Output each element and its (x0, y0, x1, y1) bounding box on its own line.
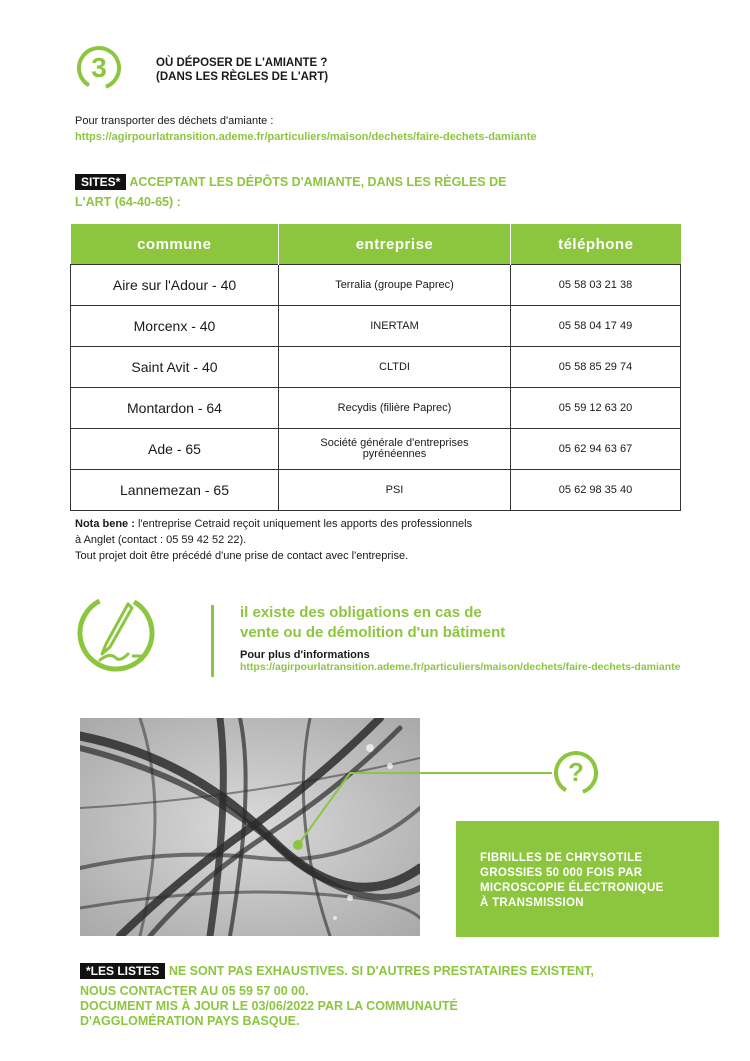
obligations-line-1: il existe des obligations en cas de (240, 604, 482, 621)
nota-text-1: l'entreprise Cetraid reçoit uniquement les apports des professionnels (134, 518, 473, 530)
footer-line-3: DOCUMENT MIS À JOUR LE 03/06/2022 PAR LA COMMUNAUTÉ (80, 999, 458, 1013)
caption-line-2: GROSSIES 50 000 FOIS PAR (480, 867, 643, 879)
question-mark: ? (568, 757, 584, 787)
cell-entreprise: Recydis (filière Paprec) (279, 388, 511, 429)
caption-line-3: MICROSCOPIE ÉLECTRONIQUE (480, 882, 664, 894)
question-badge (553, 750, 599, 796)
cell-commune: Lannemezan - 65 (71, 470, 279, 511)
cell-telephone: 05 58 04 17 49 (511, 306, 681, 347)
table-row (71, 265, 681, 306)
footer-line-4: D'AGGLOMÉRATION PAYS BASQUE. (80, 1014, 300, 1028)
obligations-block (240, 603, 681, 673)
section-title-line1: OÙ DÉPOSER DE L'AMIANTE ? (156, 57, 328, 69)
caption-line-4: À TRANSMISSION (480, 897, 584, 909)
table-row (71, 306, 681, 347)
cell-commune: Montardon - 64 (71, 388, 279, 429)
header-telephone: téléphone (511, 224, 681, 265)
fiber-caption-box (456, 821, 719, 937)
table-row (71, 388, 681, 429)
cell-entreprise: INERTAM (279, 306, 511, 347)
table-row (71, 347, 681, 388)
header-entreprise: entreprise (279, 224, 511, 265)
cell-telephone: 05 62 98 35 40 (511, 470, 681, 511)
nota-bene (75, 516, 472, 564)
cell-entreprise: CLTDI (279, 347, 511, 388)
pen-signature-icon (72, 592, 164, 674)
cell-telephone: 05 58 85 29 74 (511, 347, 681, 388)
sites-heading-text-2: L'ART (64-40-65) : (75, 195, 181, 209)
cell-entreprise: PSI (279, 470, 511, 511)
cell-telephone: 05 62 94 63 67 (511, 429, 681, 470)
sites-table (70, 224, 681, 511)
nota-text-3: Tout projet doit être précédé d'une prise de contact avec l'entreprise. (75, 550, 409, 562)
more-info-link[interactable]: https://agirpourlatransition.ademe.fr/particuliers/maison/dechets/faire-dechets-damiante (240, 661, 681, 673)
cell-entreprise: Société générale d'entreprises pyrénéennes (279, 429, 511, 470)
cell-telephone: 05 58 03 21 38 (511, 265, 681, 306)
cell-entreprise: Terralia (groupe Paprec) (279, 265, 511, 306)
step-number: 3 (91, 52, 107, 83)
obligations-line-2: vente ou de démolition d'un bâtiment (240, 624, 506, 641)
section-title-line2: (DANS LES RÈGLES DE L'ART) (156, 71, 329, 83)
caption-line-1: FIBRILLES DE CHRYSOTILE (480, 852, 643, 864)
nota-text-2: à Anglet (contact : 05 59 42 52 22). (75, 534, 247, 546)
cell-telephone: 05 59 12 63 20 (511, 388, 681, 429)
footer-badge: *LES LISTES (80, 963, 165, 979)
transport-link[interactable]: https://agirpourlatransition.ademe.fr/particuliers/maison/dechets/faire-dechets-damiante (75, 131, 537, 143)
vertical-divider (211, 605, 214, 677)
footer-line-2: NOUS CONTACTER AU 05 59 57 00 00. (80, 984, 309, 998)
more-info-label: Pour plus d'informations (240, 649, 370, 661)
cell-commune: Ade - 65 (71, 429, 279, 470)
table-row (71, 470, 681, 511)
sites-badge: SITES* (75, 174, 126, 190)
table-row (71, 429, 681, 470)
cell-commune: Aire sur l'Adour - 40 (71, 265, 279, 306)
sites-heading-text: ACCEPTANT LES DÉPÔTS D'AMIANTE, DANS LES RÈGLES DE (129, 175, 507, 189)
table-header-row (71, 224, 681, 265)
footer-line-1: NE SONT PAS EXHAUSTIVES. SI D'AUTRES PRESTATAIRES EXISTENT, (165, 964, 594, 978)
fiber-caption (480, 851, 664, 911)
section-title (156, 56, 328, 84)
sites-heading (75, 172, 506, 212)
transport-label: Pour transporter des déchets d'amiante : (75, 115, 274, 127)
nota-label: Nota bene : (75, 518, 135, 530)
cell-commune: Morcenx - 40 (71, 306, 279, 347)
cell-commune: Saint Avit - 40 (71, 347, 279, 388)
footer-note (80, 964, 594, 1029)
header-commune: commune (71, 224, 279, 265)
step-number-badge (76, 45, 122, 91)
